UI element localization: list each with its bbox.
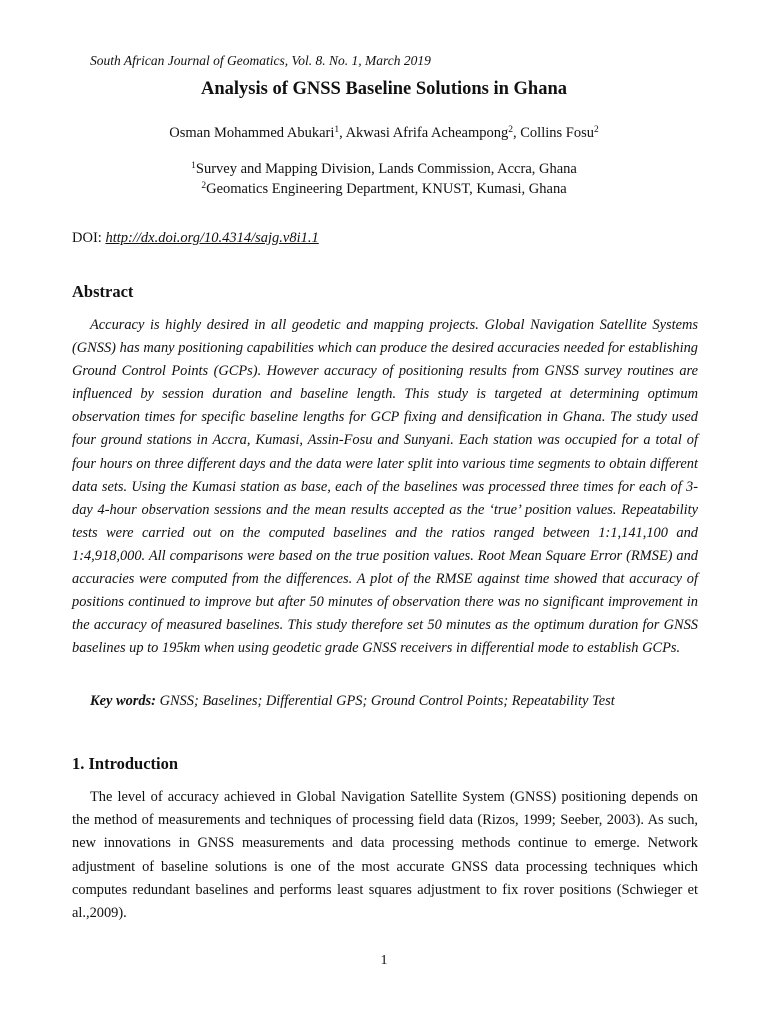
author-separator: ,: [513, 125, 521, 141]
author-affil-mark: 2: [594, 125, 599, 135]
introduction-heading: 1. Introduction: [72, 754, 179, 773]
paper-title: Analysis of GNSS Baseline Solutions in Ghana: [201, 79, 567, 99]
abstract-text: Accuracy is highly desired in all geodetic and mapping projects. Global Navigation Satellite Systems (GNSS) has many positioning capabilities which can produce the desired accuracies needed for establishing Ground Control Points (GCPs). However accuracy of positioning results from GNSS survey routines are influenced by session duration and baseline length. This study is targeted at determining optimum observation times for specific baseline lengths for GCP fixing and densification in Ghana. The study used four ground stations in Accra, Kumasi, Assin-Fosu and Sunyani. Each station was occupied for a total of four hours on three different days and the data were later split into various time segments to obtain different data sets. Using the Kumasi station as base, each of the baselines was processed three times for each of 3-day 4-hour observation sessions and the mean results accepted as the ‘true’ position values. Repeatability tests were carried out on the computed baselines and the ratios ranged between 1:1,141,100 and 1:4,918,000. All comparisons were based on the true position values. Root Mean Square Error (RMSE) and accuracies were computed from the differences. A plot of the RMSE against time showed that accuracy of positions continued to improve but after 50 minutes of observation there was no significant improvement in the accuracy of measured baselines. This study therefore set 50 minutes as the optimum duration for GNSS baselines up to 195km when using geodetic grade GNSS receivers in differential mode to establish GCPs.: [72, 317, 698, 657]
affiliation-text: Survey and Mapping Division, Lands Commission, Accra, Ghana: [195, 161, 577, 177]
affiliation-text: Geomatics Engineering Department, KNUST, Kumasi, Ghana: [206, 181, 567, 197]
author-affil-mark: 2: [508, 125, 514, 135]
keywords: [90, 693, 615, 710]
doi-link[interactable]: http://dx.doi.org/10.4314/sajg.v8i1.1: [105, 230, 319, 246]
author-affil-mark: 1: [334, 125, 340, 135]
introduction-text: The level of accuracy achieved in Global Navigation Satellite System (GNSS) positioning depends on the method of measurements and techniques of processing field data (Rizos, 1999; Seeber, 2003). As such, new innovations in GNSS measurements and data processing methods continue to emerge. Network adjustment of baseline solutions is one of the most accurate GNSS data processing techniques which computes redundant baselines and performs least squares adjustment to fix rover positions (Schwieger et al.,2009).: [72, 789, 698, 922]
doi-label: DOI:: [72, 230, 102, 246]
affiliation: [0, 161, 768, 178]
affiliation-number: 2: [201, 181, 207, 191]
page-number: 1: [380, 953, 388, 968]
journal-header: South African Journal of Geomatics, Vol. 8. No. 1, March 2019: [90, 53, 431, 68]
keywords-label: Key words:: [90, 693, 156, 709]
affiliation-number: 1: [191, 161, 196, 171]
abstract-heading: Abstract: [72, 282, 134, 301]
author-name: Akwasi Afrifa Acheampong: [345, 125, 509, 141]
keywords-text: GNSS; Baselines; Differential GPS; Ground Control Points; Repeatability Test: [159, 693, 615, 709]
author-list: [0, 125, 768, 142]
doi-line: [72, 230, 319, 247]
affiliation: [0, 181, 768, 198]
author-separator: ,: [339, 125, 346, 141]
author-name: Osman Mohammed Abukari: [169, 125, 335, 141]
author-name: Collins Fosu: [520, 125, 594, 141]
